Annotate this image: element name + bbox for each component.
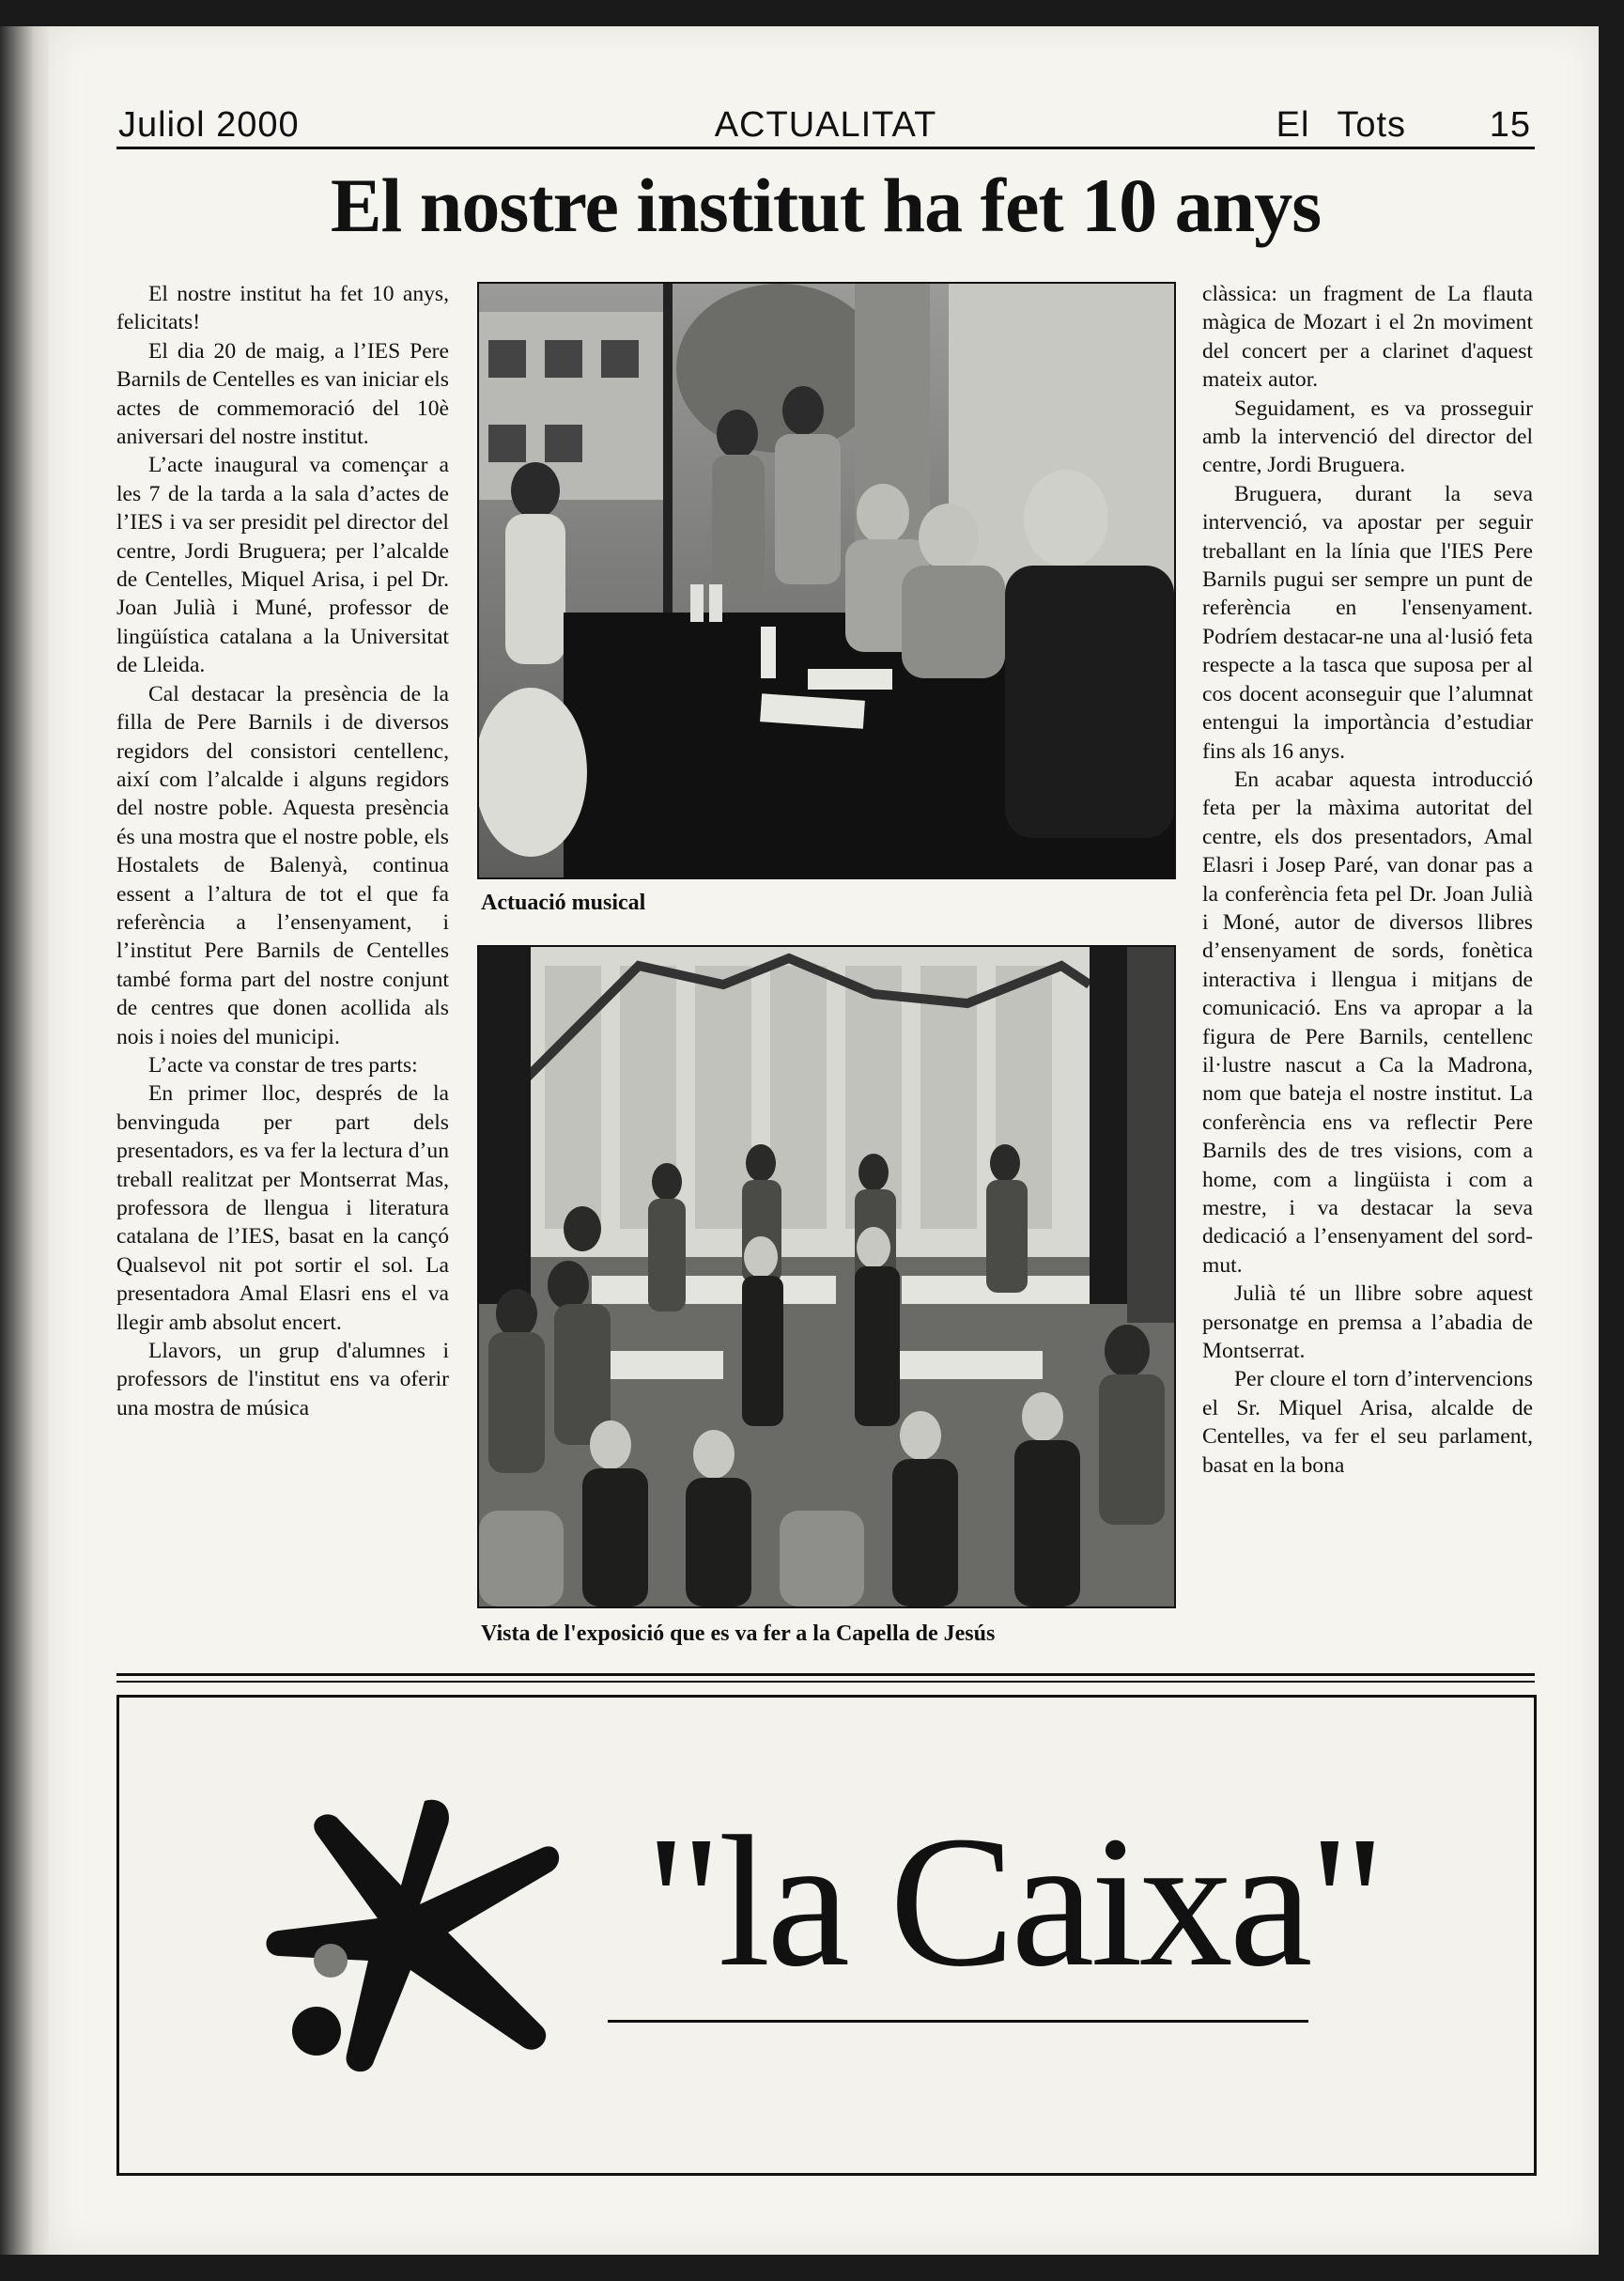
- section-name: ACTUALITAT: [714, 105, 937, 145]
- header-rule: [116, 147, 1535, 149]
- la-caixa-advertisement: [116, 1695, 1537, 2176]
- article-column-3: [1202, 280, 1533, 1480]
- publication-and-page: [1276, 105, 1531, 146]
- publication-name: El Tots: [1276, 105, 1407, 145]
- la-caixa-wordmark: "la Caixa": [645, 1798, 1383, 2006]
- ad-separator-rule-bottom: [116, 1681, 1535, 1683]
- paragraph: Julià té un llibre sobre aquest personatge en premsa a l’abadia de Montserrat.: [1202, 1281, 1533, 1364]
- ad-separator-rule-top: [116, 1673, 1535, 1676]
- page-header: [116, 103, 1535, 150]
- paragraph: Seguidament, es va prosseguir amb la intervenció del director del centre, Jordi Bruguera.: [1202, 396, 1533, 478]
- paragraph: Per cloure el torn d’intervencions el Sr. Miquel Arisa, alcalde de Centelles, va fer el seu parlament, basat en la bona: [1202, 1367, 1533, 1478]
- issue-date: Juliol 2000: [118, 105, 300, 145]
- page-number: 15: [1489, 105, 1531, 145]
- paragraph: El dia 20 de maig, a l’IES Pere Barnils de Centelles es van iniciar els actes de commemoració del 10è aniversari del nostre institut.: [116, 338, 449, 450]
- book-spine-shadow: [0, 26, 49, 2255]
- paragraph: En primer lloc, després de la benvinguda per part dels presentadors, es va fer la lectura d’un treball realitzat per Montserrat Mas, professora de llengua i literatura catalana de l’IES, basat en la cançó Qualsevol nit pot sortir el sol. La presentadora Amal Elasri ens el va llegir amb absolut encert.: [116, 1081, 449, 1335]
- paragraph: L’acte inaugural va començar a les 7 de la tarda a la sala d’actes de l’IES i va ser presidit pel director del centre, Jordi Bruguera; per l’alcalde de Centelles, Miquel Arisa, i pel Dr. Joan Julià i Muné, professor de lingüística catalana a la Universitat de Lleida.: [116, 453, 449, 678]
- photo-musical-performance-image: [479, 284, 1174, 877]
- paragraph-text: clàssica: un fragment de La flauta màgica de Mozart i el 2n moviment del concert per a clarinet d'aquest mateix autor.: [1202, 282, 1533, 393]
- article-column-1: [116, 280, 449, 1422]
- star-logo-icon: [260, 1792, 561, 2073]
- photo-exhibition-image: [479, 947, 1174, 1606]
- photo-musical-performance: [477, 282, 1176, 879]
- photo-caption-2: Vista de l'exposició que es va fer a la Capella de Jesús: [481, 1622, 996, 1646]
- paragraph: Bruguera, durant la seva intervenció, va apostar per seguir treballant en la línia que l'IES Pere Barnils pugui ser sempre un punt de referència en l'ensenyament. Podríem destacar-ne una al·lusió feta respecte a la tasca que suposa per al cos docent aconseguir que l’alumnat entengui la importància d’estudiar fins als 16 anys.: [1202, 481, 1533, 764]
- photo-caption-1: Actuació musical: [481, 891, 646, 915]
- photo-exhibition: [477, 945, 1176, 1608]
- paragraph: En acabar aquesta introducció feta per la màxima autoritat del centre, els dos presentadors, Amal Elasri i Josep Paré, van donar pas a la conferència feta pel Dr. Joan Julià i Moné, autor de diversos llibres d’ensenyament de sords, fonètica interactiva i llengua i mitjans de comunicació. Ens va apropar a la figura de Pere Barnils, centellenc il·lustre nascut a Ca la Madrona, nom que bateja el nostre institut. La conferència ens va reflectir Pere Barnils des de tres visions, com a home, com a lingüista i com a mestre, i va destacar la seva dedicació a l’ensenyament del sord-mut.: [1202, 767, 1533, 1278]
- paragraph: L’acte va constar de tres parts:: [148, 1052, 418, 1078]
- paragraph: [1202, 280, 1533, 395]
- paragraph: Llavors, un grup d'alumnes i professors de l'institut ens va oferir una mostra de música: [116, 1339, 449, 1420]
- paragraph: El nostre institut ha fet 10 anys, felicitats!: [116, 282, 449, 335]
- paragraph: Cal destacar la presència de la filla de Pere Barnils i de diversos regidors del consistori centellenc, així com l’alcalde i alguns regidors del nostre poble. Aquesta presència és una mostra que el nostre poble, els Hostalets de Balenyà, continua essent a l’altura de tot el que fa referència a l’ensenyament, i l’institut Pere Barnils de Centelles també forma part del nostre conjunt de centres que donen acollida als nois i noies del municipi.: [116, 681, 449, 1049]
- article-headline: El nostre institut ha fet 10 anys: [330, 163, 1322, 248]
- wordmark-underline: [608, 2020, 1308, 2023]
